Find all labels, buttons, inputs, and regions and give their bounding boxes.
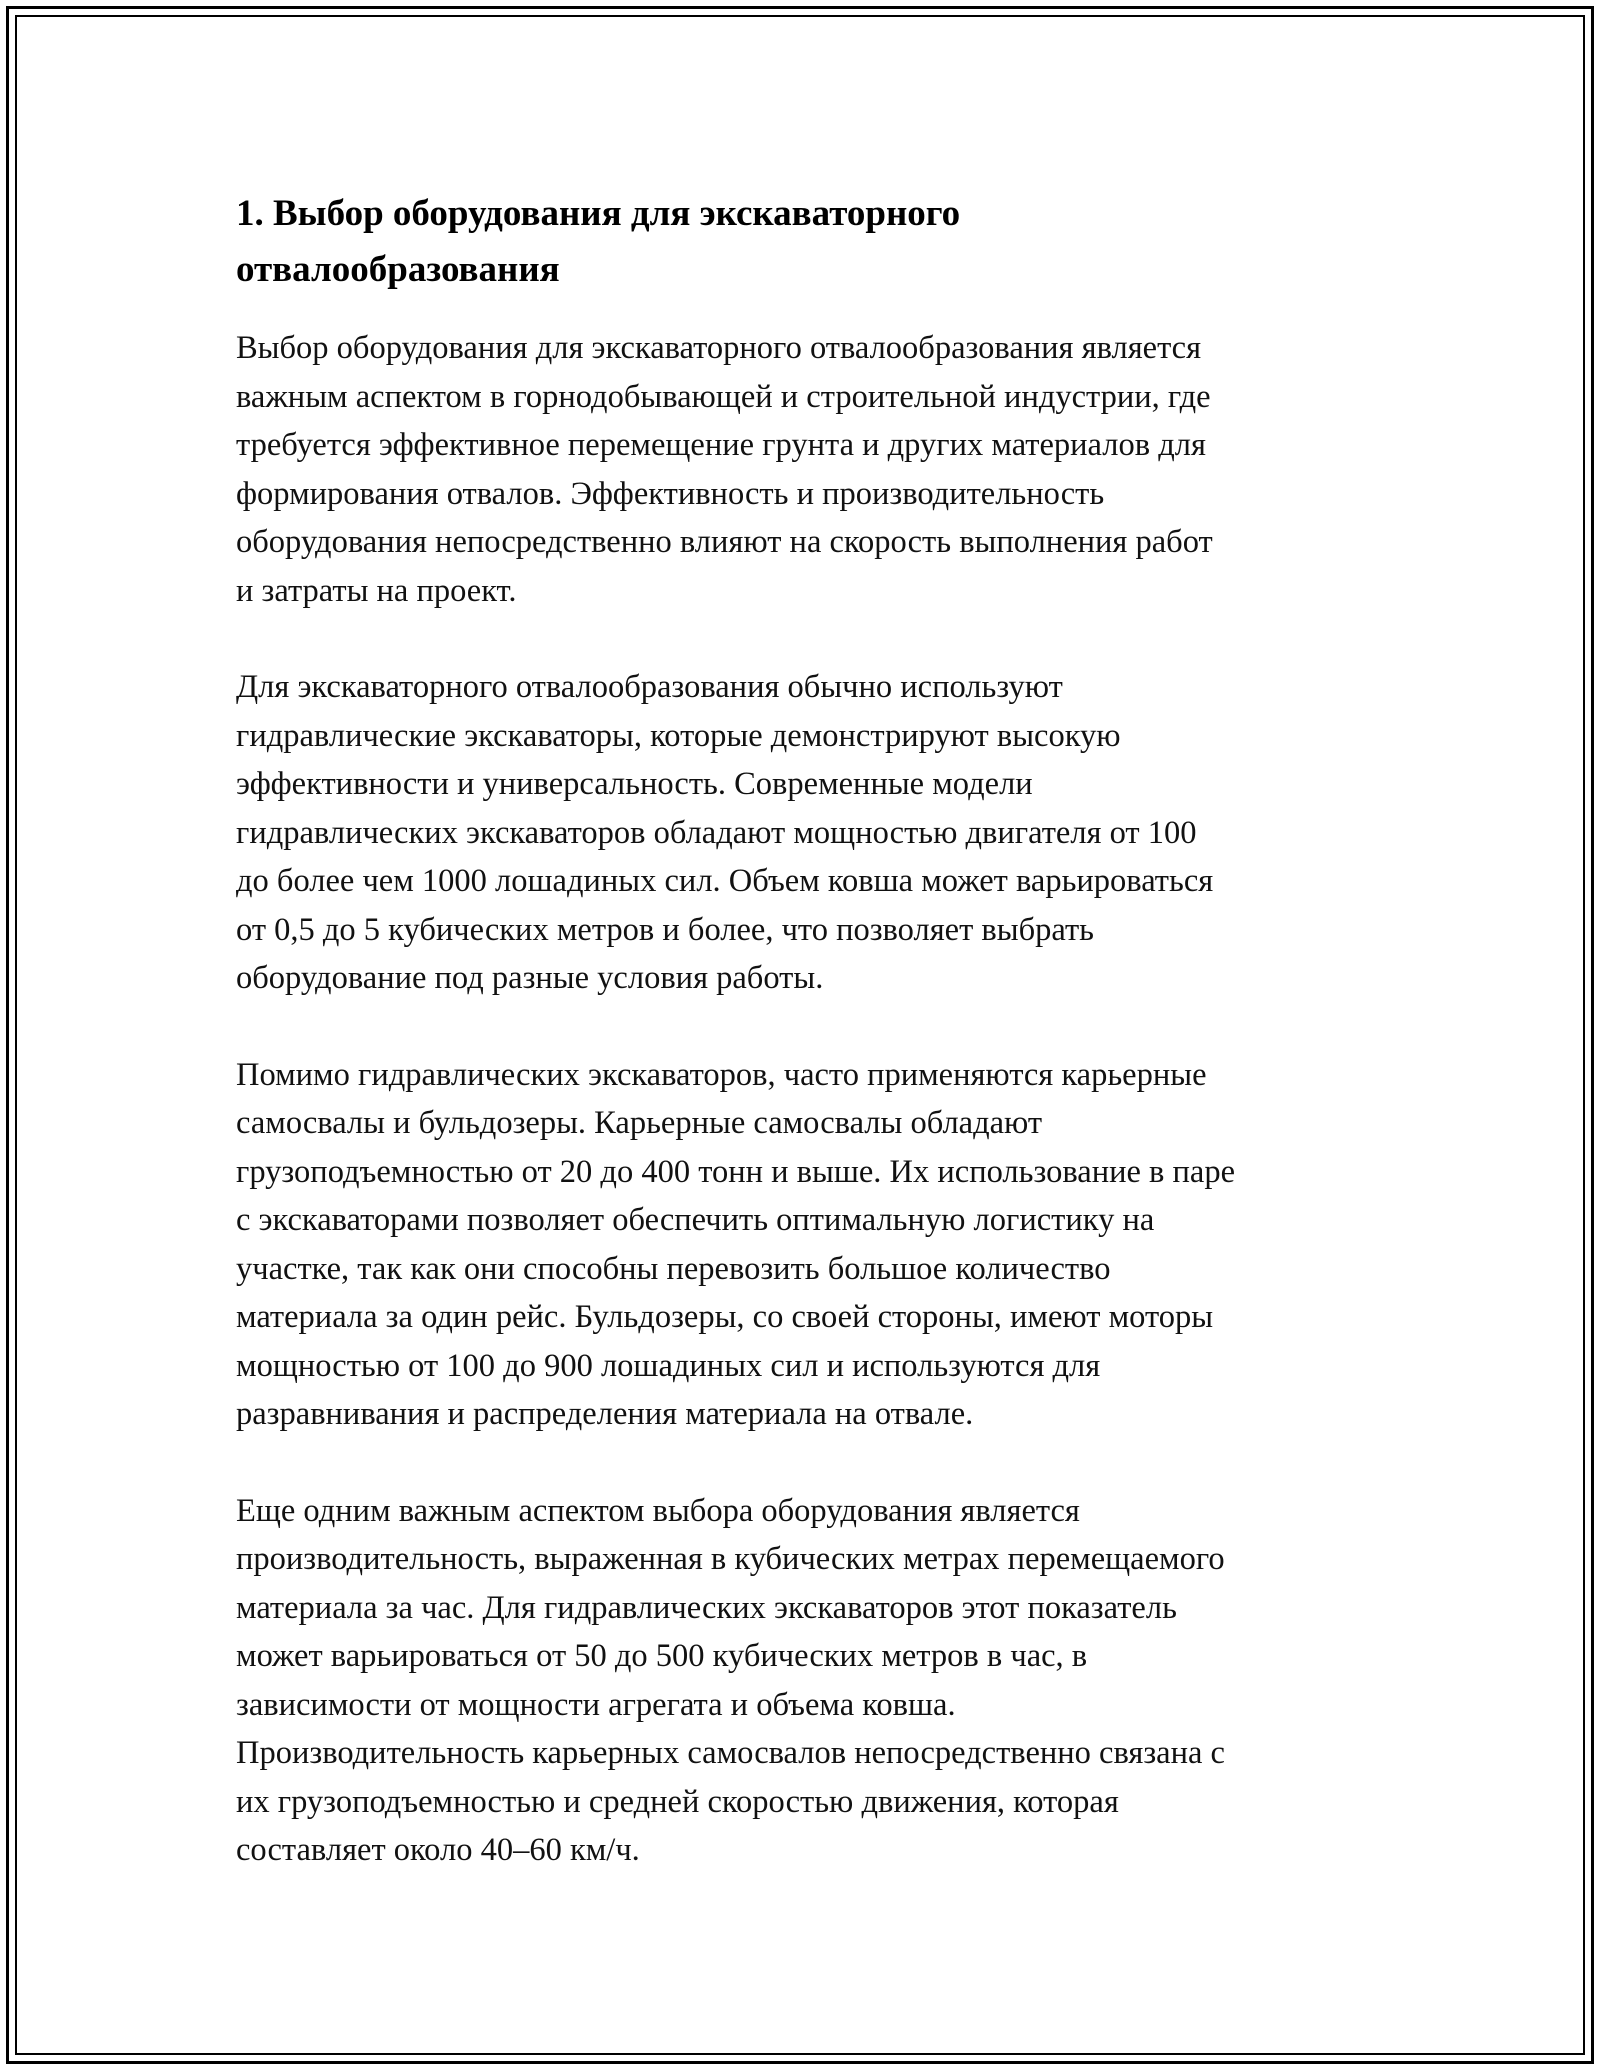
text-line: мощностью от 100 до 900 лошадиных сил и используются для: [236, 1347, 1101, 1384]
heading-line: 1. Выбор оборудования для экскаваторного: [236, 193, 961, 234]
paragraph-productivity: [236, 1487, 1366, 1875]
text-line: разравнивания и распределения материала на отвале.: [236, 1396, 974, 1432]
text-line: до более чем 1000 лошадиных сил. Объем ковша может варьироваться: [236, 863, 1214, 899]
text-line: Еще одним важным аспектом выбора оборудования является: [236, 1492, 1080, 1529]
text-line: формирования отвалов. Эффективность и производительность: [236, 475, 1105, 512]
text-line: материала за час. Для гидравлических экскаваторов этот показатель: [236, 1589, 1177, 1626]
text-line: с экскаваторами позволяет обеспечить оптимальную логистику на: [236, 1202, 1155, 1238]
text-line: эффективности и универсальность. Современные модели: [236, 766, 1033, 802]
text-line: и затраты на проект.: [236, 572, 517, 609]
text-line: Помимо гидравлических экскаваторов, часто применяются карьерные: [236, 1056, 1207, 1093]
text-line: гидравлические экскаваторы, которые демонстрируют высокую: [236, 717, 1121, 754]
text-line: составляет около 40–60 км/ч.: [236, 1832, 640, 1868]
text-line: Для экскаваторного отвалообразования обычно используют: [236, 669, 1063, 705]
section-heading: [236, 186, 1366, 298]
paragraph-trucks-bulldozers: [236, 1051, 1366, 1439]
heading-line: отвалообразования: [236, 249, 560, 290]
paragraph-excavators: [236, 663, 1366, 1003]
text-line: их грузоподъемностью и средней скоростью движения, которая: [236, 1783, 1119, 1820]
document-body: [236, 186, 1366, 1923]
text-line: от 0,5 до 5 кубических метров и более, что позволяет выбрать: [236, 911, 1094, 948]
text-line: материала за один рейс. Бульдозеры, со своей стороны, имеют моторы: [236, 1299, 1214, 1335]
text-line: оборудования непосредственно влияют на скорость выполнения работ: [236, 524, 1213, 560]
text-line: участке, так как они способны перевозить большое количество: [236, 1250, 1111, 1287]
text-line: грузоподъемностью от 20 до 400 тонн и выше. Их использование в паре: [236, 1153, 1235, 1190]
text-line: требуется эффективное перемещение грунта и других материалов для: [236, 427, 1206, 463]
text-line: важным аспектом в горнодобывающей и строительной индустрии, где: [236, 378, 1211, 415]
text-line: производительность, выраженная в кубических метрах перемещаемого: [236, 1541, 1225, 1577]
text-line: зависимости от мощности агрегата и объема ковша.: [236, 1686, 956, 1723]
text-line: оборудование под разные условия работы.: [236, 960, 824, 996]
paragraph-intro: [236, 324, 1366, 615]
text-line: может варьироваться от 50 до 500 кубических метров в час, в: [236, 1638, 1088, 1674]
text-line: Производительность карьерных самосвалов непосредственно связана с: [236, 1735, 1225, 1771]
text-line: гидравлических экскаваторов обладают мощностью двигателя от 100: [236, 814, 1197, 851]
text-line: Выбор оборудования для экскаваторного отвалообразования является: [236, 330, 1202, 366]
text-line: самосвалы и бульдозеры. Карьерные самосвалы обладают: [236, 1105, 1043, 1141]
